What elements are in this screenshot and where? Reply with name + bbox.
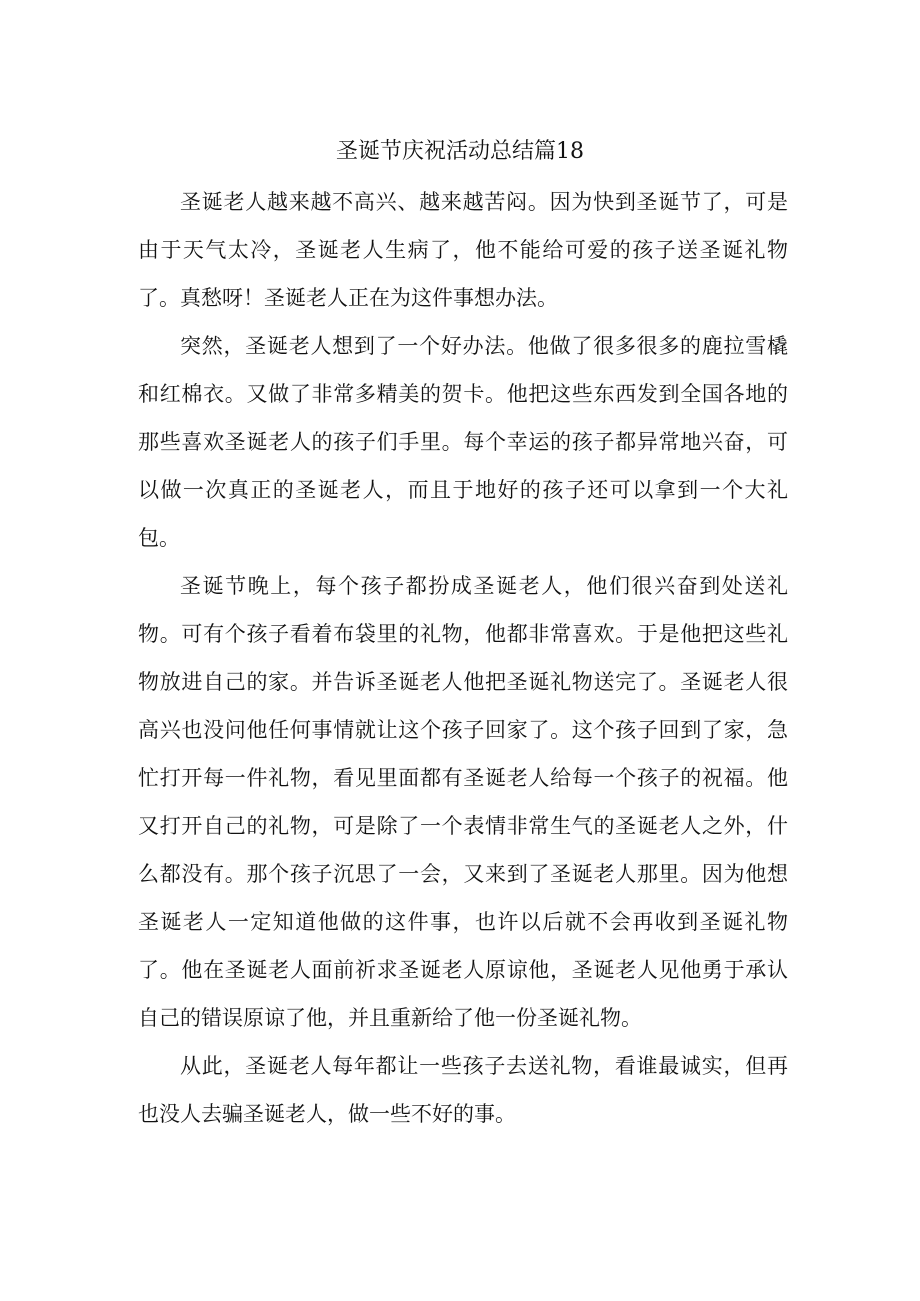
paragraph: 突然，圣诞老人想到了一个好办法。他做了很多很多的鹿拉雪橇和红棉衣。又做了非常多精美的贺卡。他把这些东西发到全国各地的那些喜欢圣诞老人的孩子们手里。每个幸运的孩子都异常地兴奋，可以做一次真正的圣诞老人，而且于地好的孩子还可以拿到一个大礼包。 <box>138 334 788 550</box>
paragraph: 从此，圣诞老人每年都让一些孩子去送礼物，看谁最诚实，但再也没人去骗圣诞老人，做一些不好的事。 <box>138 1054 788 1126</box>
document-body <box>138 178 788 1138</box>
document-title: 圣诞节庆祝活动总结篇18 <box>336 139 584 164</box>
paragraph: 圣诞老人越来越不高兴、越来越苦闷。因为快到圣诞节了，可是由于天气太冷，圣诞老人生病了，他不能给可爱的孩子送圣诞礼物了。真愁呀！圣诞老人正在为这件事想办法。 <box>138 190 788 310</box>
paragraph: 圣诞节晚上，每个孩子都扮成圣诞老人，他们很兴奋到处送礼物。可有个孩子看着布袋里的礼物，他都非常喜欢。于是他把这些礼物放进自己的家。并告诉圣诞老人他把圣诞礼物送完了。圣诞老人很高兴也没问他任何事情就让这个孩子回家了。这个孩子回到了家，急忙打开每一件礼物，看见里面都有圣诞老人给每一个孩子的祝福。他又打开自己的礼物，可是除了一个表情非常生气的圣诞老人之外，什么都没有。那个孩子沉思了一会，又来到了圣诞老人那里。因为他想圣诞老人一定知道他做的这件事，也许以后就不会再收到圣诞礼物了。他在圣诞老人面前祈求圣诞老人原谅他，圣诞老人见他勇于承认自己的错误原谅了他，并且重新给了他一份圣诞礼物。 <box>138 574 788 1030</box>
